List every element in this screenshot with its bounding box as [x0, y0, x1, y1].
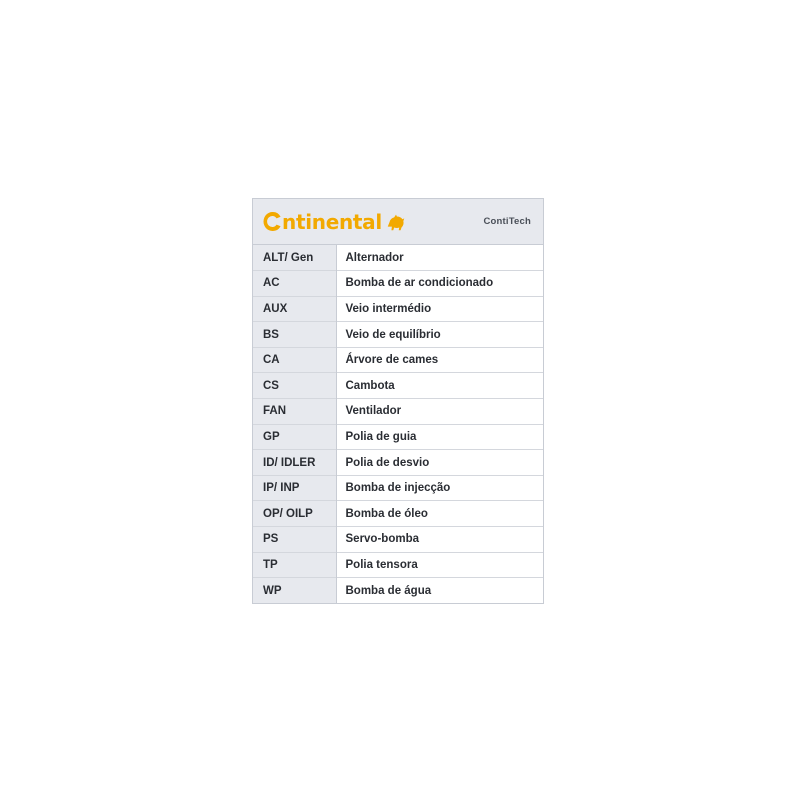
- abbr-cell: CS: [253, 373, 336, 399]
- desc-cell: Árvore de cames: [336, 347, 543, 373]
- desc-cell: Bomba de óleo: [336, 501, 543, 527]
- table-row: [253, 347, 543, 373]
- table-row: [253, 501, 543, 527]
- abbr-cell: ALT/ Gen: [253, 245, 336, 271]
- abbr-cell: ID/ IDLER: [253, 450, 336, 476]
- sub-brand-label: ContiTech: [483, 216, 531, 227]
- brand-logo: [263, 211, 407, 233]
- table-row: [253, 373, 543, 399]
- abbr-cell: BS: [253, 322, 336, 348]
- abbr-cell: FAN: [253, 399, 336, 425]
- abbr-cell: CA: [253, 347, 336, 373]
- desc-cell: Servo-bomba: [336, 527, 543, 553]
- abbr-cell: WP: [253, 578, 336, 604]
- desc-cell: Cambota: [336, 373, 543, 399]
- table-body: [253, 245, 543, 603]
- table-row: [253, 527, 543, 553]
- desc-cell: Bomba de água: [336, 578, 543, 604]
- desc-cell: Bomba de ar condicionado: [336, 271, 543, 297]
- table-row: [253, 399, 543, 425]
- card-header: [253, 199, 543, 245]
- continental-horse-icon: [385, 211, 407, 233]
- abbreviation-table: [253, 245, 543, 603]
- desc-cell: Polia de desvio: [336, 450, 543, 476]
- desc-cell: Polia tensora: [336, 552, 543, 578]
- brand-wordmark-text: ntinental: [282, 209, 382, 234]
- table-row: [253, 475, 543, 501]
- abbr-cell: PS: [253, 527, 336, 553]
- desc-cell: Polia de guia: [336, 424, 543, 450]
- table-row: [253, 245, 543, 271]
- desc-cell: Ventilador: [336, 399, 543, 425]
- abbr-cell: OP/ OILP: [253, 501, 336, 527]
- table-row: [253, 271, 543, 297]
- table-row: [253, 552, 543, 578]
- table-row: [253, 578, 543, 604]
- abbr-cell: TP: [253, 552, 336, 578]
- table-row: [253, 296, 543, 322]
- legend-card: [252, 198, 544, 604]
- abbr-cell: AC: [253, 271, 336, 297]
- desc-cell: Veio de equilíbrio: [336, 322, 543, 348]
- desc-cell: Alternador: [336, 245, 543, 271]
- desc-cell: Bomba de injecção: [336, 475, 543, 501]
- brand-wordmark: [263, 211, 382, 232]
- table-row: [253, 450, 543, 476]
- desc-cell: Veio intermédio: [336, 296, 543, 322]
- table-row: [253, 424, 543, 450]
- abbr-cell: IP/ INP: [253, 475, 336, 501]
- table-row: [253, 322, 543, 348]
- abbr-cell: AUX: [253, 296, 336, 322]
- abbr-cell: GP: [253, 424, 336, 450]
- continental-c-icon: [263, 211, 282, 232]
